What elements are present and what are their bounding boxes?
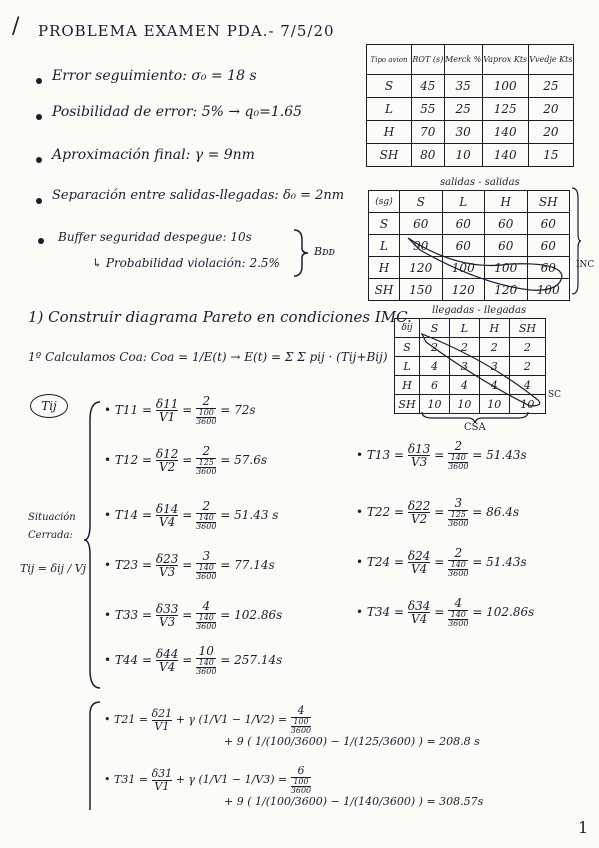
row-header: S [395,338,420,357]
row-header: H [395,376,420,395]
calc-lhs: T23 = [114,558,153,573]
table-cell: 80 [412,144,445,167]
bullet-prob-violation: ↳ Probabilidad violación: 2.5% [92,256,280,270]
calc-den: 140 [198,562,214,572]
calc-lhs: T12 = [114,453,153,468]
calc-num: δ23 [155,551,179,566]
calc-den: 140 [198,512,214,522]
calc-den: V3 [410,455,428,470]
table-cell: 10 [420,395,450,414]
calc-den: 140 [450,609,466,619]
calc-num: δ14 [155,501,179,516]
long-calc-row: • T31 = $\frac{\delta 31}{V1}$ + γ (1/V1 − 1/V3) = $\frac{6}{\frac{100}{3600}}$ + 9 ( 1/(100/3600) − 1/(140/3600) ) = 308.57s [104,764,484,809]
calc-den: 3600 [196,666,217,676]
calc-lhs: T31 = [114,773,149,787]
table-cell: 2 [509,357,545,376]
calc-num: 4 [297,704,305,717]
calc-num: 3 [454,496,463,510]
table-cell: 2 [449,338,479,357]
table-cell: 60 [527,213,570,235]
table-cell: 3 [479,357,509,376]
calc-den: 125 [450,509,466,519]
header-cell: S [420,319,450,338]
table-cell: 60 [442,213,485,235]
bullet-dot [38,238,44,244]
calc-den: 100 [293,776,309,786]
side-note-cerrada: Cerrada: [28,530,73,541]
header-cell: SH [527,191,570,213]
calc-row: • T13 = $\frac{\delta 13}{V3}$ = $\frac{2}{\frac{140}{3600}}$ = 51.43s [356,439,527,471]
table-cell: 100 [442,257,485,279]
table-cell: 3 [449,357,479,376]
header-cell: H [479,319,509,338]
bracket-label: Bᴅᴅ [314,245,335,258]
calc-den: V2 [158,460,176,475]
row-header: SH [395,395,420,414]
table-cell: 25 [444,98,482,121]
header-cell: S [400,191,443,213]
calc-num: δ31 [151,767,173,781]
calc-num: 2 [202,444,211,458]
calc-num: δ34 [407,598,431,613]
table-cell: 4 [420,357,450,376]
table-cell: 60 [485,235,528,257]
calc-den: V3 [158,615,176,630]
calc-row: • T12 = $\frac{\delta 12}{V2}$ = $\frac{2}{\frac{125}{3600}}$ = 57.6s [104,444,268,476]
calc-result: = 208.8 s [426,735,480,749]
header-cell: SH [509,319,545,338]
table-cell: 10 [444,144,482,167]
table-cell: 6 [420,376,450,395]
calc-row: • T44 = $\frac{\delta 44}{V4}$ = $\frac{10}{\frac{140}{3600}}$ = 257.14s [104,644,283,676]
table-cell: 90 [400,235,443,257]
table-cell: 60 [400,213,443,235]
calc-row: • T33 = $\frac{\delta 33}{V3}$ = $\frac{4}{\frac{140}{3600}}$ = 102.86s [104,599,283,631]
calc-den: V4 [410,562,428,577]
table-cell: 10 [449,395,479,414]
bullet-prob-error: Posibilidad de error: 5% → q₀=1.65 [52,104,303,120]
calc-den: V1 [154,719,170,733]
calc-row: • T14 = $\frac{\delta 14}{V4}$ = $\frac{2}{\frac{140}{3600}}$ = 51.43 s [104,499,279,531]
calc-den: V4 [410,612,428,627]
calc-den: 100 [198,407,214,417]
table-cell: 20 [528,98,573,121]
calc-mid: + γ (1/V1 − 1/V2) = [175,713,288,727]
table-cell: 25 [528,75,573,98]
table-cell: 100 [482,75,528,98]
header-cell: L [442,191,485,213]
calc-num: δ33 [155,601,179,616]
header-cell: Tipo avion [367,45,412,75]
calc-lhs: T22 = [366,505,405,520]
bullet-error: Error seguimiento: σ₀ = 18 s [52,68,257,84]
calc-den: 3600 [196,521,217,531]
table-cell: 55 [412,98,445,121]
table-cell: 4 [449,376,479,395]
salidas-caption: salidas - salidas [440,177,520,188]
calc-den: V2 [410,512,428,527]
calc-den: 3600 [196,466,217,476]
section-step: 1º Calculamos Coa: Coa = 1/E(t) → E(t) = Σ Σ pij · (Tij+Bij) [28,350,388,364]
llegadas-diagonal-loop-icon [418,330,548,410]
table-cell: 70 [412,121,445,144]
llegadas-caption: llegadas - llegadas [432,305,527,316]
calc-den: 140 [198,612,214,622]
calc-den: 140 [450,559,466,569]
calc-den: 3600 [196,571,217,581]
calc-lhs: T21 = [114,713,149,727]
bullet-dot [36,198,42,204]
calc-tail: + 9 ( 1/(100/3600) − 1/(140/3600) ) [224,795,423,809]
calc-num: 3 [202,549,211,563]
calc-den: 3600 [448,618,469,628]
calc-den: 140 [198,657,214,667]
table-cell: 20 [528,121,573,144]
calc-num: 4 [202,599,211,613]
calc-num: δ21 [151,707,173,721]
calc-den: 140 [450,452,466,462]
calc-num: 6 [297,764,305,777]
calc-den: V1 [154,779,170,793]
bullet-dot [36,114,42,120]
calc-row: • T22 = $\frac{\delta 22}{V2}$ = $\frac{3}{\frac{125}{3600}}$ = 86.4s [356,496,520,528]
header-cell: H [485,191,528,213]
calc-den: 3600 [196,416,217,426]
row-header: S [369,213,400,235]
table-cell: 125 [482,98,528,121]
calc-num: 2 [454,546,463,560]
table-cell: 140 [482,121,528,144]
bullet-dot [36,157,42,163]
row-header: L [369,235,400,257]
calc-num: 2 [454,439,463,453]
llegadas-bottom-label: CSA [464,422,486,433]
calc-result: = 102.86s [220,608,283,623]
calc-lhs: T34 = [366,605,405,620]
calc-num: δ12 [155,446,179,461]
calc-tail: + 9 ( 1/(100/3600) − 1/(125/3600) ) [224,735,423,749]
calc-den: V3 [158,565,176,580]
calc-num: δ22 [407,498,431,513]
calc-result: = 308.57s [426,795,484,809]
table-cell: H [367,121,412,144]
calc-result: = 51.43s [472,555,527,570]
table-cell: 120 [485,279,528,301]
left-brace-icon [82,400,102,690]
row-header: SH [369,279,400,301]
calc-den: V1 [158,410,176,425]
calc-lhs: T24 = [366,555,405,570]
table-cell: 10 [479,395,509,414]
calc-result: = 102.86s [472,605,535,620]
calc-den: 125 [198,457,214,467]
table-cell: 60 [442,235,485,257]
calc-lhs: T11 = [114,403,153,418]
tij-circle-label: Tij [30,394,68,418]
calc-result: = 51.43s [472,448,527,463]
table-cell: 4 [509,376,545,395]
table-cell: 2 [420,338,450,357]
table-cell: 100 [485,257,528,279]
header-cell: Merck % [444,45,482,75]
calc-den: 100 [293,716,309,726]
calc-num: δ44 [155,646,179,661]
long-calc-row: • T21 = $\frac{\delta 21}{V1}$ + γ (1/V1 − 1/V2) = $\frac{4}{\frac{100}{3600}}$ + 9 ( 1/(100/3600) − 1/(125/3600) ) = 208.8 s [104,704,480,749]
section-heading: 1) Construir diagrama Pareto en condiciones IMC. [28,308,412,326]
row-header: H [369,257,400,279]
table-cell: S [367,75,412,98]
table-cell: 45 [412,75,445,98]
llegadas-side-label: SC [548,390,562,400]
table-cell: 60 [527,257,570,279]
calc-num: δ24 [407,548,431,563]
calc-lhs: T13 = [366,448,405,463]
table-cell: L [367,98,412,121]
table-cell: 2 [479,338,509,357]
aircraft-table [366,44,574,167]
calc-row: • T23 = $\frac{\delta 23}{V3}$ = $\frac{3}{\frac{140}{3600}}$ = 77.14s [104,549,275,581]
header-cell: L [449,319,479,338]
corner-cell: (sg) [369,191,400,213]
calc-row: • T34 = $\frac{\delta 34}{V4}$ = $\frac{4}{\frac{140}{3600}}$ = 102.86s [356,596,535,628]
calc-row: • T24 = $\frac{\delta 24}{V4}$ = $\frac{2}{\frac{140}{3600}}$ = 51.43s [356,546,527,578]
calc-num: 10 [198,644,214,658]
calc-lhs: T14 = [114,508,153,523]
salidas-brace-icon [570,186,582,296]
table-cell: 2 [509,338,545,357]
calc-den: V4 [158,660,176,675]
row-header: L [395,357,420,376]
page-number: 1 [578,818,589,837]
calc-den: 3600 [448,568,469,578]
lower-brace-icon [82,700,102,820]
side-formula: Tij = δij / Vj [20,562,87,575]
calc-den: 3600 [448,461,469,471]
bullet-buffer: Buffer seguridad despegue: 10s [58,230,252,244]
calc-den: V4 [158,515,176,530]
calc-den: 3600 [196,621,217,631]
table-cell: 30 [444,121,482,144]
table-cell: 150 [400,279,443,301]
calc-row: • T11 = $\frac{\delta 11}{V1}$ = $\frac{2}{\frac{100}{3600}}$ = 72s [104,394,256,426]
table-cell: 140 [482,144,528,167]
calc-den: 3600 [448,518,469,528]
bullet-dot [36,78,42,84]
calc-num: 2 [202,394,211,408]
calc-result: = 51.43 s [220,508,279,523]
table-cell: 4 [479,376,509,395]
table-cell: 120 [442,279,485,301]
side-note-situacion: Situación [28,512,76,523]
table-cell: SH [367,144,412,167]
table-cell: 15 [528,144,573,167]
calc-result: = 72s [220,403,256,418]
page-title: PROBLEMA EXAMEN PDA.- 7/5/20 [38,22,335,40]
calc-lhs: T44 = [114,653,153,668]
calc-num: 4 [454,596,463,610]
bullet-approach: Aproximación final: γ = 9nm [52,147,255,163]
bullet-separation: Separación entre salidas-llegadas: δ₀ = 2nm [52,188,345,203]
calc-result: = 77.14s [220,558,275,573]
header-cell: Vaprox Kts [482,45,528,75]
calc-num: δ13 [407,441,431,456]
calc-result: = 86.4s [472,505,520,520]
table-cell: 120 [400,257,443,279]
calc-result: = 57.6s [220,453,268,468]
calc-lhs: T33 = [114,608,153,623]
calc-den: 3600 [290,725,312,735]
table-cell: 35 [444,75,482,98]
salidas-highlight-loop-icon [400,232,570,302]
calc-num: δ11 [155,396,179,411]
header-cell: ROT (s) [412,45,445,75]
corner-cell: δij [395,319,420,338]
calc-mid: + γ (1/V1 − 1/V3) = [175,773,288,787]
calc-den: 3600 [290,785,312,795]
salidas-side-label: INC [576,260,595,270]
calc-num: 2 [202,499,211,513]
header-cell: Vvedje Kts [528,45,573,75]
table-cell: 10 [509,395,545,414]
calc-result: = 257.14s [220,653,283,668]
table-cell: 60 [527,235,570,257]
table-cell: 60 [485,213,528,235]
table-cell: 100 [527,279,570,301]
slash-mark: / [12,14,20,39]
